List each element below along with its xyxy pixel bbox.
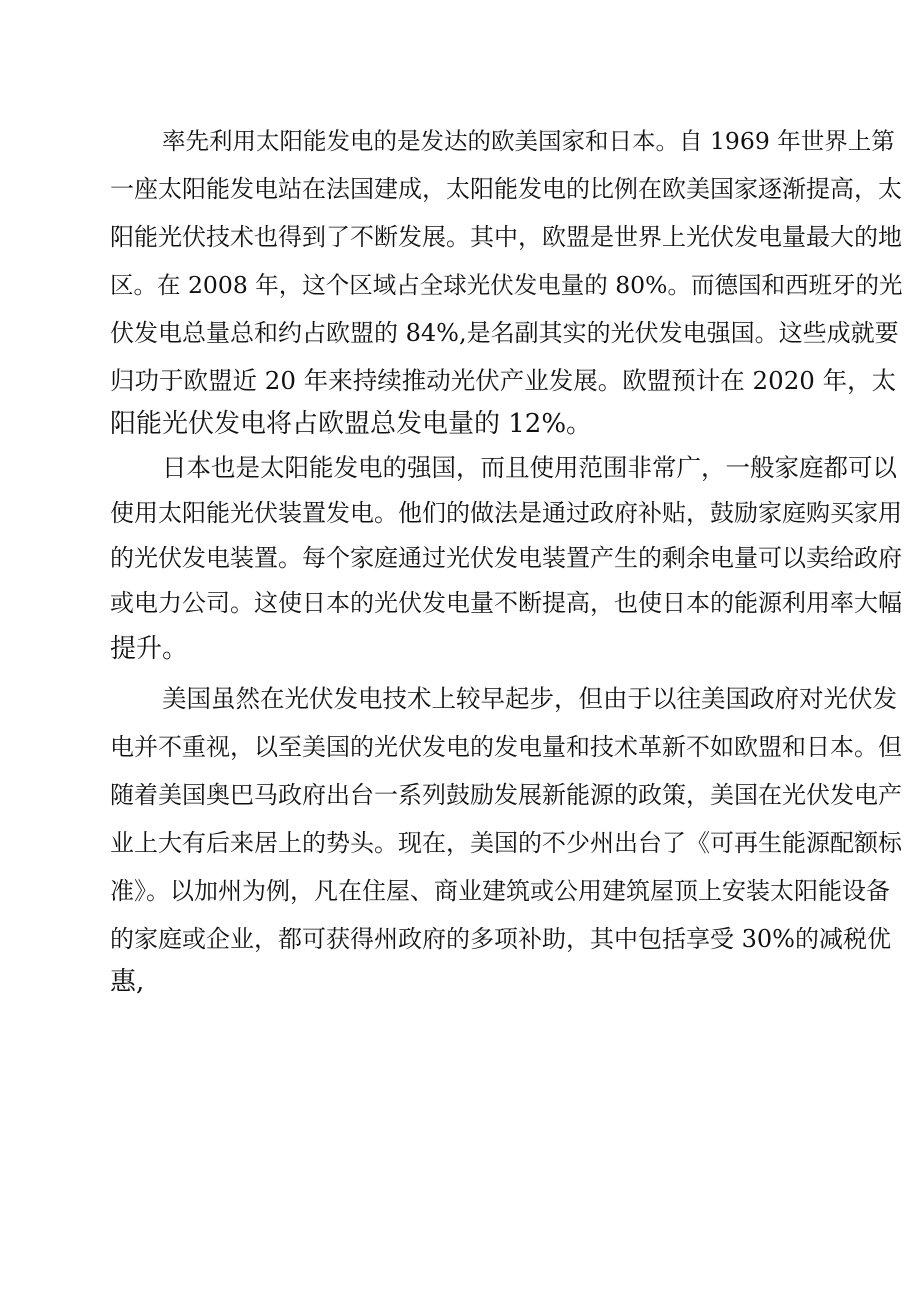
text-line: 或电力公司。这使日本的光伏发电量不断提高，也使日本的能源利用率大幅 xyxy=(110,589,902,617)
text-line: 区。在 2008 年，这个区域占全球光伏发电量的 80%。而德国和西班牙的光 xyxy=(110,271,903,299)
text-line: 电并不重视，以至美国的光伏发电的发电量和技术革新不如欧盟和日本。但 xyxy=(110,733,902,761)
text-line: 业上大有后来居上的势头。现在，美国的不少州出台了《可再生能源配额标 xyxy=(110,829,902,857)
text-line: 率先利用太阳能发电的是发达的欧美国家和日本。自 1969 年世界上第 xyxy=(162,127,895,155)
text-line: 阳能光伏技术也得到了不断发展。其中，欧盟是世界上光伏发电量最大的地 xyxy=(110,223,902,251)
text-line: 日本也是太阳能发电的强国，而且使用范围非常广，一般家庭都可以 xyxy=(162,453,897,482)
text-line: 提升。 xyxy=(110,634,189,664)
text-line: 使用太阳能光伏装置发电。他们的做法是通过政府补贴，鼓励家庭购买家用 xyxy=(110,499,902,527)
text-line: 一座太阳能发电站在法国建成，太阳能发电的比例在欧美国家逐渐提高，太 xyxy=(110,175,902,203)
text-line: 美国虽然在光伏发电技术上较早起步，但由于以往美国政府对光伏发 xyxy=(162,684,897,713)
text-line: 随着美国奥巴马政府出台一系列鼓励发展新能源的政策，美国在光伏发电产 xyxy=(110,781,902,809)
text-line: 阳能光伏发电将占欧盟总发电量的 12%。 xyxy=(110,409,593,439)
text-line: 准》。以加州为例，凡在住屋、商业建筑或公用建筑屋顶上安装太阳能设备 xyxy=(110,877,890,905)
text-line: 的家庭或企业，都可获得州政府的多项补助，其中包括享受 30%的减税优 xyxy=(110,925,891,953)
text-line: 惠, xyxy=(110,967,145,997)
text-line: 的光伏发电装置。每个家庭通过光伏发电装置产生的剩余电量可以卖给政府 xyxy=(110,544,902,572)
text-line: 伏发电总量总和约占欧盟的 84%,是名副其实的光伏发电强国。这些成就要 xyxy=(110,319,899,347)
text-line: 归功于欧盟近 20 年来持续推动光伏产业发展。欧盟预计在 2020 年，太 xyxy=(110,366,897,395)
